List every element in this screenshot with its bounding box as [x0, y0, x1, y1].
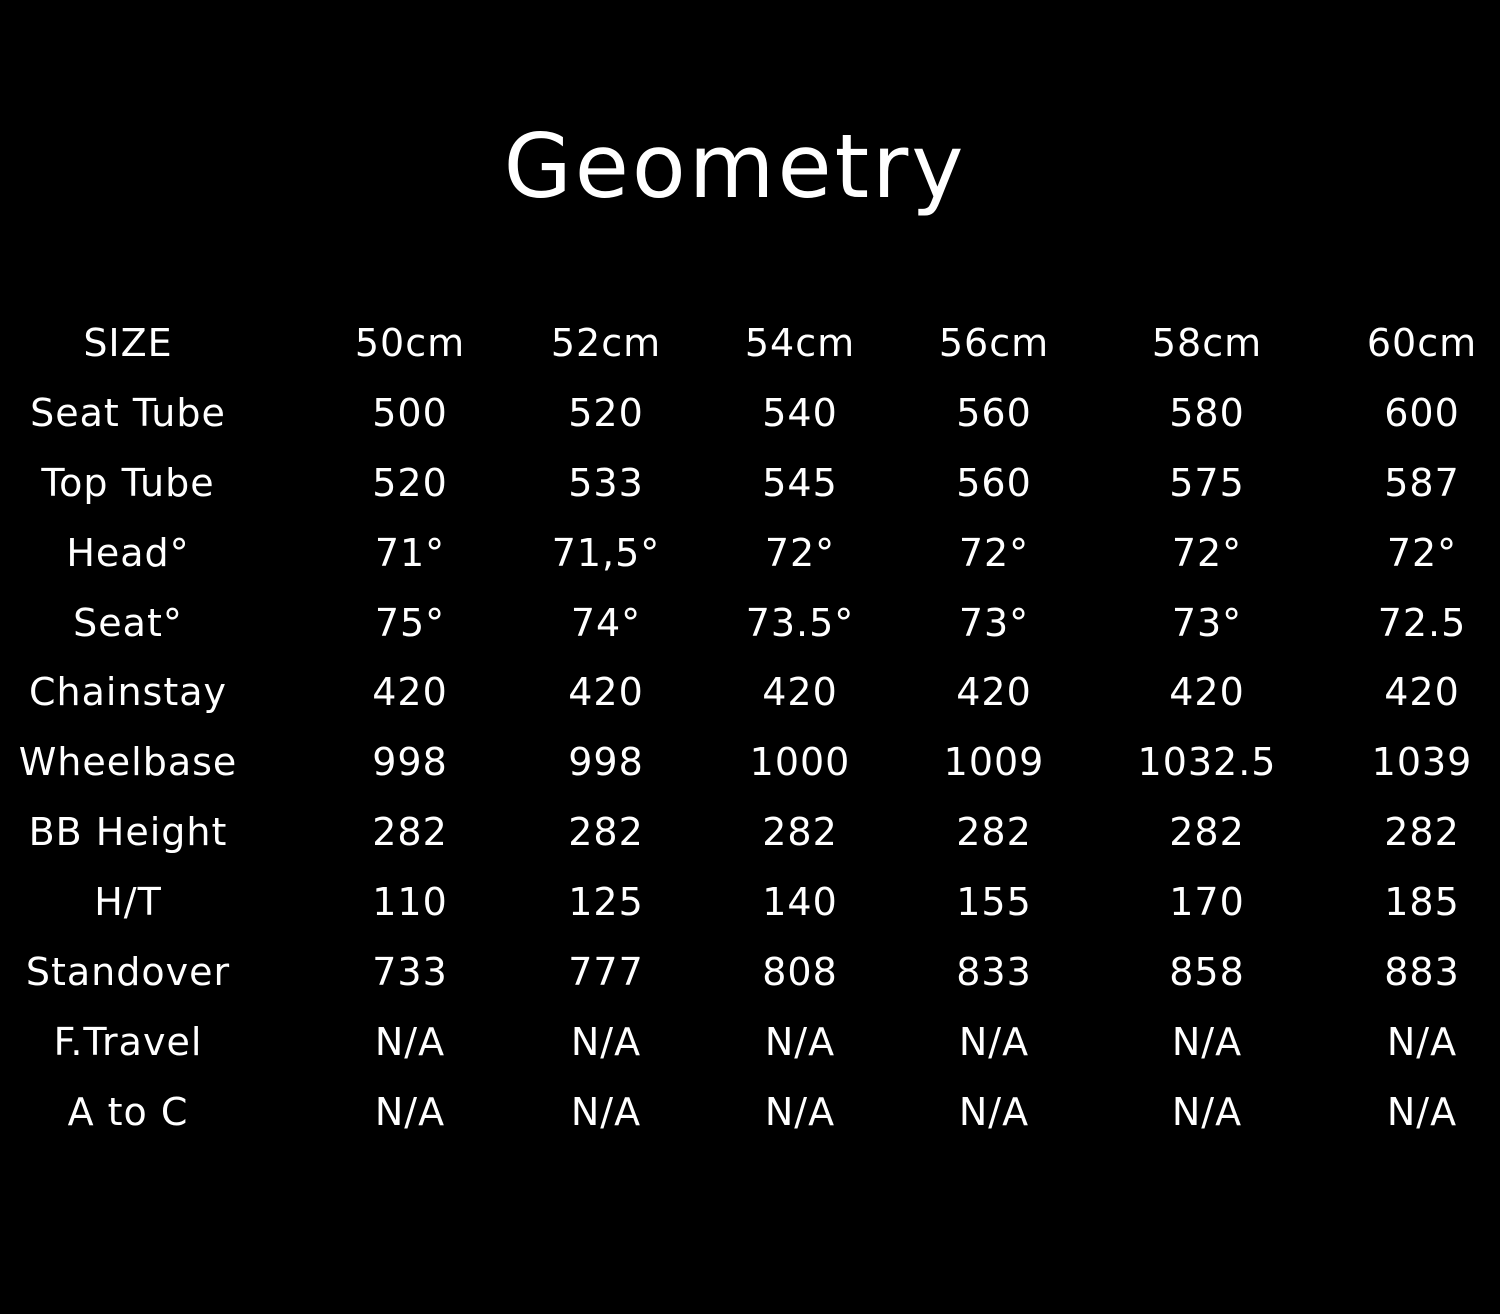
row-label: Wheelbase: [18, 740, 238, 785]
row-label: Chainstay: [28, 670, 228, 715]
table-cell: 72.5: [1377, 600, 1467, 645]
row-label: Head°: [66, 530, 190, 575]
table-cell: 600: [1384, 390, 1460, 435]
row-label: A to C: [67, 1089, 189, 1134]
size-column-header: 54cm: [744, 321, 856, 365]
table-cell: 575: [1169, 460, 1245, 505]
table-cell: N/A: [958, 1089, 1030, 1134]
row-label: Seat°: [73, 600, 183, 645]
table-cell: N/A: [1171, 1089, 1243, 1134]
page-title: Geometry: [503, 115, 967, 218]
size-column-header: 60cm: [1366, 321, 1478, 365]
table-cell: 587: [1384, 460, 1460, 505]
table-cell: 140: [762, 880, 838, 925]
table-row: [0, 937, 1500, 1007]
table-cell: 125: [568, 880, 644, 925]
table-cell: 71°: [374, 530, 446, 575]
table-cell: N/A: [1171, 1019, 1243, 1064]
table-cell: 282: [568, 810, 644, 855]
table-cell: 1000: [749, 740, 851, 785]
table-cell: 520: [372, 460, 448, 505]
table-cell: 580: [1169, 390, 1245, 435]
table-cell: N/A: [764, 1019, 836, 1064]
table-cell: 777: [568, 950, 644, 995]
table-cell: 883: [1384, 950, 1460, 995]
row-label: H/T: [94, 880, 162, 925]
table-cell: 71,5°: [551, 530, 661, 575]
table-row: [0, 1007, 1500, 1077]
table-cell: 282: [762, 810, 838, 855]
table-cell: 72°: [1386, 530, 1458, 575]
row-label: F.Travel: [53, 1019, 203, 1064]
table-cell: 72°: [958, 530, 1030, 575]
table-cell: 420: [372, 670, 448, 715]
table-row: [0, 448, 1500, 518]
row-label: Standover: [25, 950, 231, 995]
table-cell: 74°: [570, 600, 642, 645]
table-cell: N/A: [570, 1019, 642, 1064]
row-label: Seat Tube: [30, 390, 226, 435]
table-cell: 1032.5: [1137, 740, 1277, 785]
table-cell: 533: [568, 460, 644, 505]
size-header-label: SIZE: [83, 321, 173, 365]
table-cell: 1039: [1371, 740, 1473, 785]
table-cell: N/A: [570, 1089, 642, 1134]
table-row: [0, 797, 1500, 867]
table-cell: 420: [956, 670, 1032, 715]
table-cell: 282: [1169, 810, 1245, 855]
size-column-header: 52cm: [550, 321, 662, 365]
table-cell: 72°: [1171, 530, 1243, 575]
table-row: [0, 657, 1500, 727]
table-cell: 520: [568, 390, 644, 435]
table-row: [0, 588, 1500, 658]
table-cell: 282: [1384, 810, 1460, 855]
table-cell: 185: [1384, 880, 1460, 925]
table-row: [0, 518, 1500, 588]
table-cell: 282: [372, 810, 448, 855]
table-cell: 1009: [943, 740, 1045, 785]
table-row: [0, 867, 1500, 937]
table-cell: 73°: [1171, 600, 1243, 645]
row-label: BB Height: [28, 810, 228, 855]
table-cell: 560: [956, 390, 1032, 435]
table-cell: N/A: [374, 1019, 446, 1064]
table-cell: 72°: [764, 530, 836, 575]
table-cell: N/A: [1386, 1019, 1458, 1064]
table-cell: 998: [568, 740, 644, 785]
table-cell: N/A: [374, 1089, 446, 1134]
table-cell: 545: [762, 460, 838, 505]
table-cell: 833: [956, 950, 1032, 995]
row-label: Top Tube: [41, 460, 215, 505]
table-cell: N/A: [764, 1089, 836, 1134]
table-header-row: [0, 308, 1500, 378]
table-cell: 560: [956, 460, 1032, 505]
table-cell: 998: [372, 740, 448, 785]
table-cell: 420: [1169, 670, 1245, 715]
table-cell: 73°: [958, 600, 1030, 645]
table-cell: 170: [1169, 880, 1245, 925]
table-cell: 73.5°: [745, 600, 855, 645]
table-cell: 420: [568, 670, 644, 715]
geometry-table: [0, 308, 1500, 1147]
table-cell: 500: [372, 390, 448, 435]
table-cell: 858: [1169, 950, 1245, 995]
size-column-header: 58cm: [1151, 321, 1263, 365]
table-cell: N/A: [958, 1019, 1030, 1064]
table-cell: 808: [762, 950, 838, 995]
table-row: [0, 378, 1500, 448]
size-column-header: 56cm: [938, 321, 1050, 365]
table-row: [0, 727, 1500, 797]
table-cell: 110: [372, 880, 448, 925]
table-cell: 155: [956, 880, 1032, 925]
size-column-header: 50cm: [354, 321, 466, 365]
table-cell: 540: [762, 390, 838, 435]
table-row: [0, 1077, 1500, 1147]
table-cell: 420: [762, 670, 838, 715]
table-cell: N/A: [1386, 1089, 1458, 1134]
table-cell: 75°: [374, 600, 446, 645]
table-cell: 282: [956, 810, 1032, 855]
table-cell: 733: [372, 950, 448, 995]
table-cell: 420: [1384, 670, 1460, 715]
